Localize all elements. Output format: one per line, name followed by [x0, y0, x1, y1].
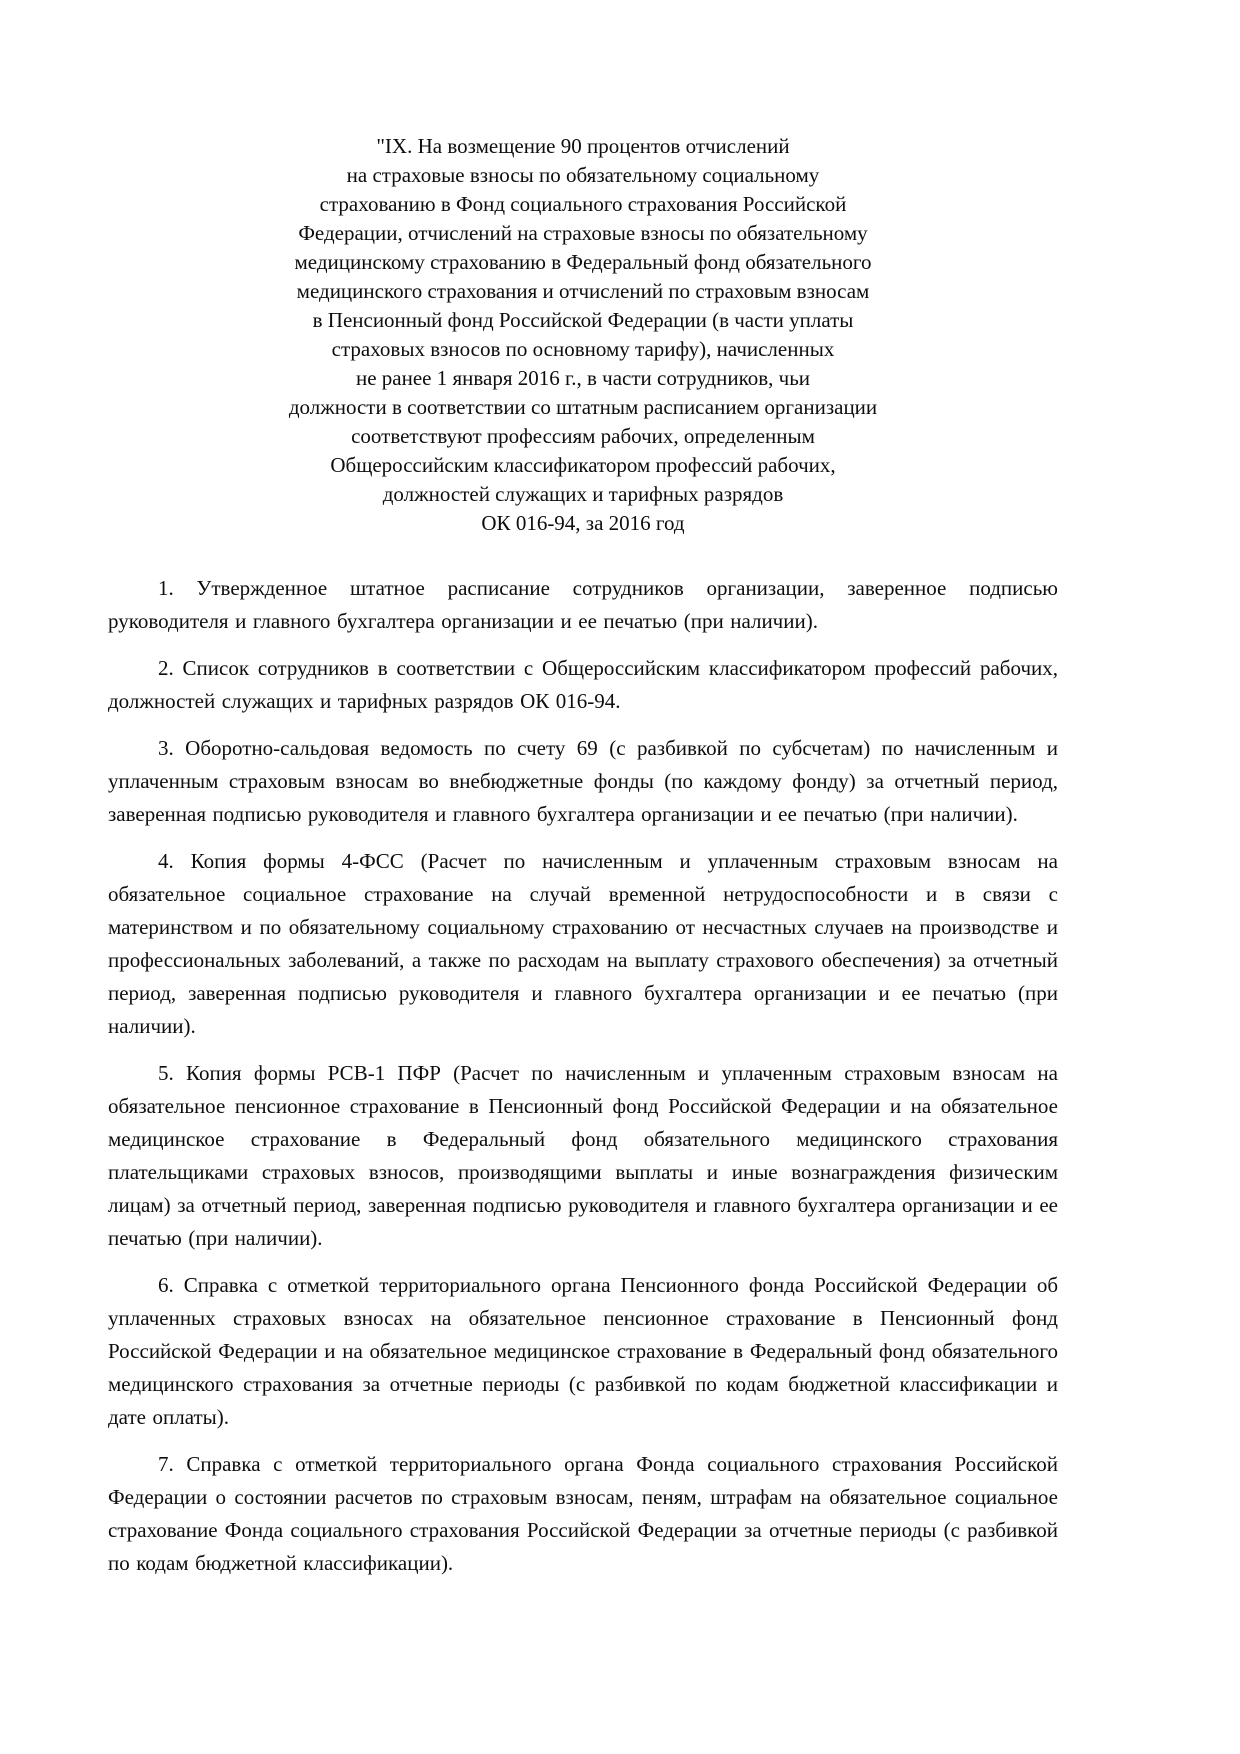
- paragraph-1: 1. Утвержденное штатное расписание сотрудников организации, заверенное подписью руководителя и главного бухгалтера организации и ее печатью (при наличии).: [108, 576, 1058, 633]
- title-line: в Пенсионный фонд Российской Федерации (в части уплаты: [312, 308, 854, 332]
- paragraph-6: 6. Справка с отметкой территориального органа Пенсионного фонда Российской Федерации об уплаченных страховых взносах на обязательное пенсионное страхование в Пенсионный фонд Российской Федерации и на обязательное медицинское страхование в Федеральный фонд обязательного медицинского страхования за отчетные периоды (с разбивкой по кодам бюджетной классификации и дате оплаты).: [108, 1273, 1058, 1429]
- paragraph-5: 5. Копия формы РСВ-1 ПФР (Расчет по начисленным и уплаченным страховым взносам на обязательное пенсионное страхование в Пенсионный фонд Российской Федерации и на обязательное медицинское страхование в Федеральный фонд обязательного медицинского страхования плательщиками страховых взносов, производящими выплаты и иные вознаграждения физическим лицам) за отчетный период, заверенная подписью руководителя и главного бухгалтера организации и ее печатью (при наличии).: [108, 1061, 1058, 1250]
- title-line: медицинского страхования и отчислений по страховым взносам: [296, 279, 870, 303]
- document-body: [108, 572, 1058, 1580]
- document-title: [108, 132, 1058, 538]
- title-line: страхованию в Фонд социального страхования Российской: [319, 192, 847, 216]
- title-line: соответствуют профессиям рабочих, определенным: [351, 424, 815, 448]
- title-line: "IX. На возмещение 90 процентов отчислений: [376, 134, 790, 158]
- title-line: медицинскому страхованию в Федеральный фонд обязательного: [294, 250, 872, 274]
- title-line: страховых взносов по основному тарифу), начисленных: [331, 337, 835, 361]
- title-line: должностей служащих и тарифных разрядов: [382, 482, 784, 506]
- paragraph-7: 7. Справка с отметкой территориального органа Фонда социального страхования Российской Федерации о состоянии расчетов по страховым взносам, пеням, штрафам на обязательное социальное страхование Фонда социального страхования Российской Федерации за отчетные периоды (с разбивкой по кодам бюджетной классификации).: [108, 1452, 1058, 1575]
- paragraph-3: 3. Оборотно-сальдовая ведомость по счету 69 (с разбивкой по субсчетам) по начисленным и уплаченным страховым взносам во внебюджетные фонды (по каждому фонду) за отчетный период, заверенная подписью руководителя и главного бухгалтера организации и ее печатью (при наличии).: [108, 736, 1058, 826]
- paragraph-2: 2. Список сотрудников в соответствии с Общероссийским классификатором профессий рабочих, должностей служащих и тарифных разрядов ОК 016-94.: [108, 656, 1058, 713]
- title-line: Федерации, отчислений на страховые взносы по обязательному: [298, 221, 868, 245]
- title-line: должности в соответствии со штатным расписанием организации: [288, 395, 878, 419]
- title-line: не ранее 1 января 2016 г., в части сотрудников, чьи: [355, 366, 811, 390]
- paragraph-4: 4. Копия формы 4-ФСС (Расчет по начисленным и уплаченным страховым взносам на обязательное социальное страхование на случай временной нетрудоспособности и в связи с материнством и по обязательному социальному страхованию от несчастных случаев на производстве и профессиональных заболеваний, а также по расходам на выплату страхового обеспечения) за отчетный период, заверенная подписью руководителя и главного бухгалтера организации и ее печатью (при наличии).: [108, 849, 1058, 1038]
- title-line: на страховые взносы по обязательному социальному: [346, 163, 820, 187]
- title-line: Общероссийским классификатором профессий рабочих,: [330, 453, 836, 477]
- title-line: ОК 016-94, за 2016 год: [481, 511, 685, 535]
